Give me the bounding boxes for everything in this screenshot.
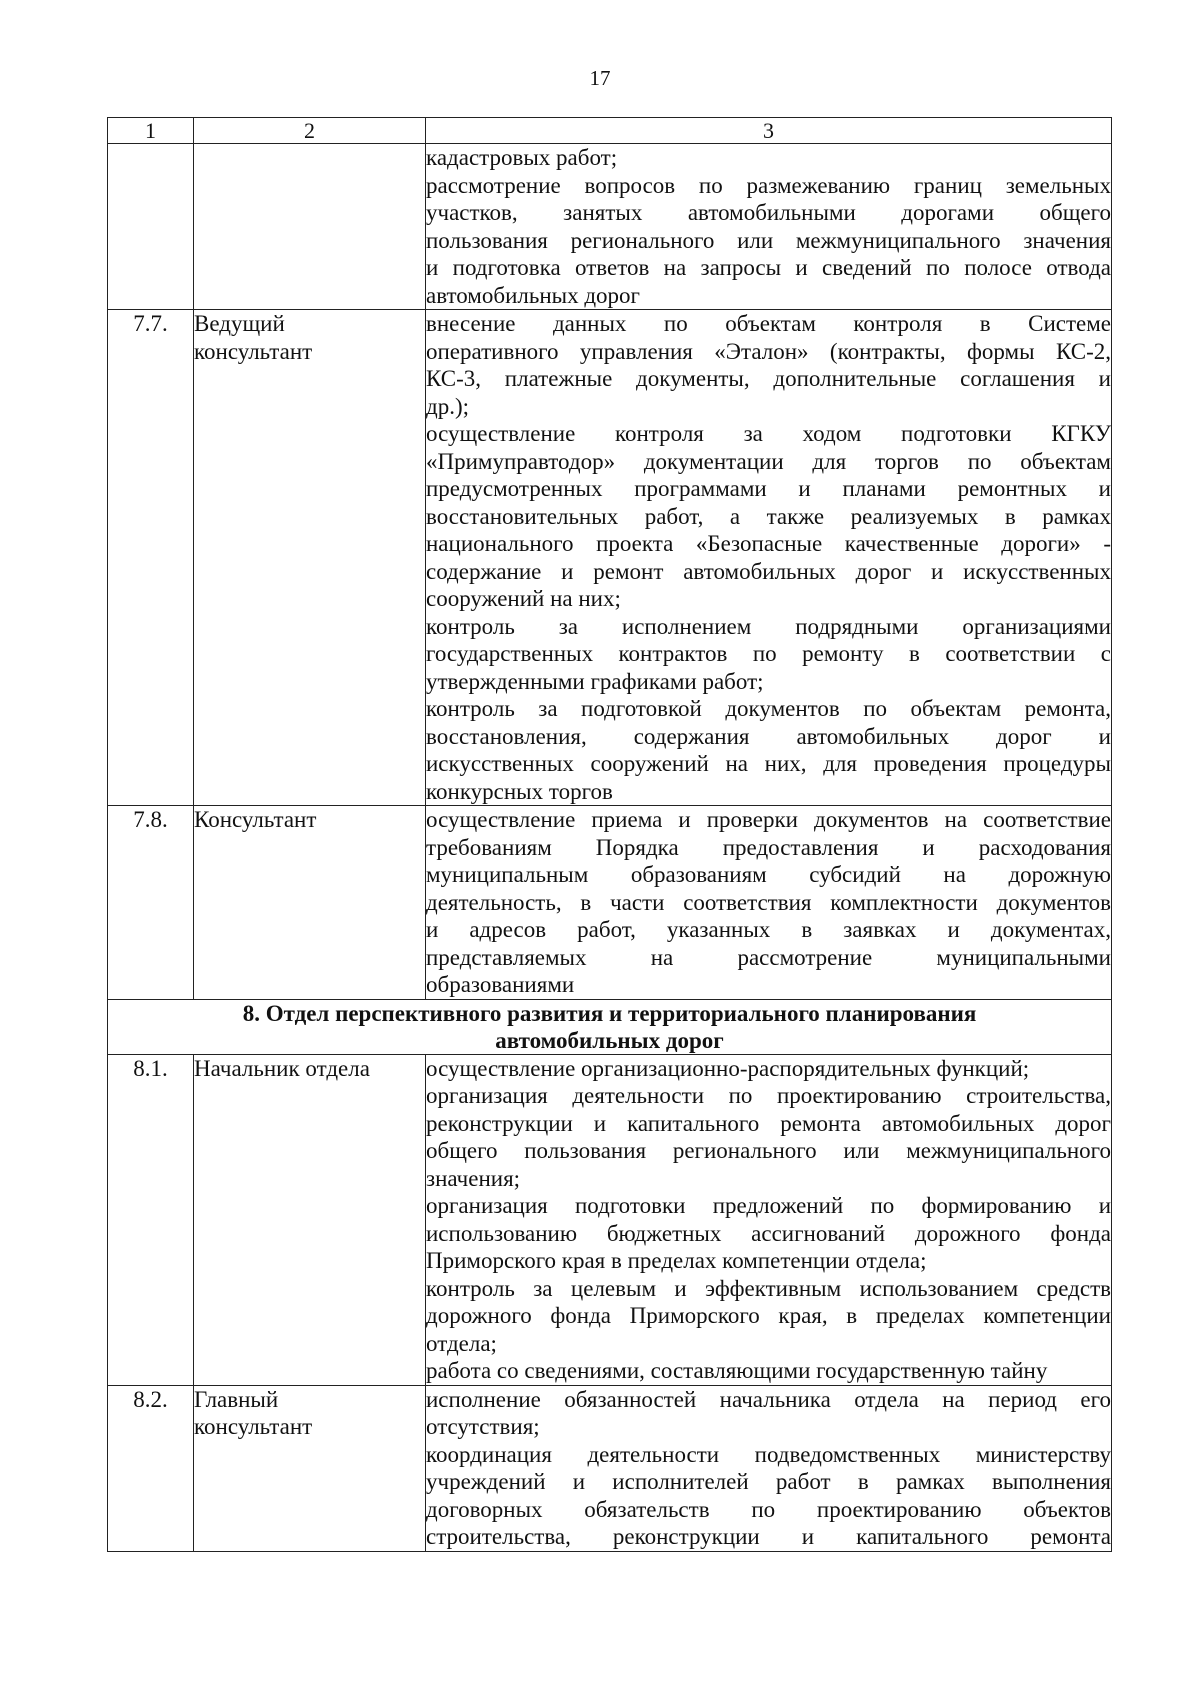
duty-line: дорожного фонда Приморского края, в пределах компетенции xyxy=(426,1303,1111,1328)
duty-line: осуществление контроля за ходом подготовки КГКУ xyxy=(426,421,1111,446)
table-row xyxy=(108,310,1112,806)
duties-table xyxy=(107,117,1112,1552)
position-title-line: консультант xyxy=(194,338,313,364)
position-title-line: Главный xyxy=(194,1386,279,1412)
table-header-row xyxy=(108,118,1112,144)
section-heading-line: 8. Отдел перспективного развития и территориального планирования xyxy=(242,1000,977,1026)
duties-text xyxy=(426,1054,1112,1385)
duty-line: контроль за исполнением подрядными организациями xyxy=(426,613,1111,639)
duty-line: содержание и ремонт автомобильных дорог и искусственных xyxy=(426,558,1111,584)
header-col-1: 1 xyxy=(108,118,194,144)
section-heading-line: автомобильных дорог xyxy=(495,1027,724,1053)
section-heading xyxy=(108,999,1112,1054)
duty-line: «Примуправтодор» документации для торгов по объектам xyxy=(426,448,1111,474)
position-title xyxy=(194,806,426,1000)
duty-line: и адресов работ, указанных в заявках и документах, xyxy=(426,917,1111,942)
row-number: 7.7. xyxy=(108,310,194,806)
row-number: 8.2. xyxy=(108,1385,194,1551)
duty-line: организация подготовки предложений по формированию и xyxy=(426,1193,1111,1218)
table-row xyxy=(108,1385,1112,1551)
duty-line: строительства, реконструкции и капитального ремонта xyxy=(426,1524,1111,1549)
duties-text xyxy=(426,144,1112,310)
duty-line: отсутствия; xyxy=(426,1414,540,1439)
position-title xyxy=(194,310,426,806)
duty-line: участков, занятых автомобильными дорогами общего xyxy=(426,200,1111,225)
duty-line: др.); xyxy=(426,393,470,419)
duty-line: конкурсных торгов xyxy=(426,778,613,804)
section-heading-row xyxy=(108,999,1112,1054)
duty-line: восстановительных работ, а также реализуемых в рамках xyxy=(426,503,1111,529)
duty-line: требованиям Порядка предоставления и расходования xyxy=(426,834,1111,860)
position-title xyxy=(194,144,426,310)
duties-text xyxy=(426,310,1112,806)
duties-text xyxy=(426,806,1112,1000)
position-title-line: консультант xyxy=(194,1414,313,1439)
table-row xyxy=(108,806,1112,1000)
duties-text xyxy=(426,1385,1112,1551)
duty-line: общего пользования регионального или межмуниципального xyxy=(426,1138,1111,1163)
duty-line: Приморского края в пределах компетенции отдела; xyxy=(426,1248,927,1273)
duty-line: пользования регионального или межмуниципального значения xyxy=(426,227,1111,253)
row-number xyxy=(108,144,194,310)
duty-line: искусственных сооружений на них, для проведения процедуры xyxy=(426,751,1111,776)
page-number: 17 xyxy=(589,66,611,90)
duties-table-body xyxy=(108,118,1112,1552)
duty-line: организация деятельности по проектированию строительства, xyxy=(426,1083,1111,1108)
row-number: 7.8. xyxy=(108,806,194,1000)
duty-line: работа со сведениями, составляющими государственную тайну xyxy=(426,1358,1048,1383)
duty-line: осуществление приема и проверки документов на соответствие xyxy=(426,807,1111,832)
duty-line: внесение данных по объектам контроля в Системе xyxy=(426,311,1111,336)
duty-line: представляемых на рассмотрение муниципальными xyxy=(426,944,1111,970)
duty-line: контроль за подготовкой документов по объектам ремонта, xyxy=(426,696,1111,721)
duty-line: национального проекта «Безопасные качественные дороги» - xyxy=(426,531,1111,556)
duty-line: оперативного управления «Эталон» (контракты, формы КС-2, xyxy=(426,338,1111,364)
table-row xyxy=(108,1054,1112,1385)
duty-line: восстановления, содержания автомобильных дорог и xyxy=(426,723,1111,749)
duty-line: отдела; xyxy=(426,1330,497,1356)
duty-line: государственных контрактов по ремонту в соответствии с xyxy=(426,641,1111,666)
position-title-line: Начальник отдела xyxy=(194,1055,370,1081)
duty-line: контроль за целевым и эффективным использованием средств xyxy=(426,1275,1111,1301)
duty-line: использованию бюджетных ассигнований дорожного фонда xyxy=(426,1220,1111,1246)
position-title-line: Консультант xyxy=(194,807,317,832)
duty-line: предусмотренных программами и планами ремонтных и xyxy=(426,476,1111,501)
duty-line: реконструкции и капитального ремонта автомобильных дорог xyxy=(426,1110,1111,1136)
duty-line: утвержденными графиками работ; xyxy=(426,668,764,694)
duty-line: кадастровых работ; xyxy=(426,145,618,170)
duty-line: учреждений и исполнителей работ в рамках выполнения xyxy=(426,1469,1111,1494)
table-row xyxy=(108,144,1112,310)
duty-line: КС-3, платежные документы, дополнительные соглашения и xyxy=(426,366,1111,391)
duty-line: осуществление организационно-распорядительных функций; xyxy=(426,1055,1030,1081)
position-title-line: Ведущий xyxy=(194,311,285,336)
duty-line: координация деятельности подведомственных министерству xyxy=(426,1441,1111,1467)
duty-line: рассмотрение вопросов по размежеванию границ земельных xyxy=(426,172,1111,198)
duty-line: муниципальным образованиям субсидий на дорожную xyxy=(426,862,1111,887)
duty-line: сооружений на них; xyxy=(426,586,621,611)
position-title xyxy=(194,1054,426,1385)
duty-line: деятельность, в части соответствия комплектности документов xyxy=(426,889,1111,915)
duty-line: договорных обязательств по проектированию объектов xyxy=(426,1496,1111,1522)
duty-line: исполнение обязанностей начальника отдела на период его xyxy=(426,1386,1111,1412)
duty-line: автомобильных дорог xyxy=(426,282,640,308)
position-title xyxy=(194,1385,426,1551)
header-col-3: 3 xyxy=(426,118,1112,144)
header-col-2: 2 xyxy=(194,118,426,144)
duty-line: и подготовка ответов на запросы и сведений по полосе отвода xyxy=(426,255,1111,280)
duty-line: образованиями xyxy=(426,972,575,997)
duty-line: значения; xyxy=(426,1165,521,1191)
row-number: 8.1. xyxy=(108,1054,194,1385)
